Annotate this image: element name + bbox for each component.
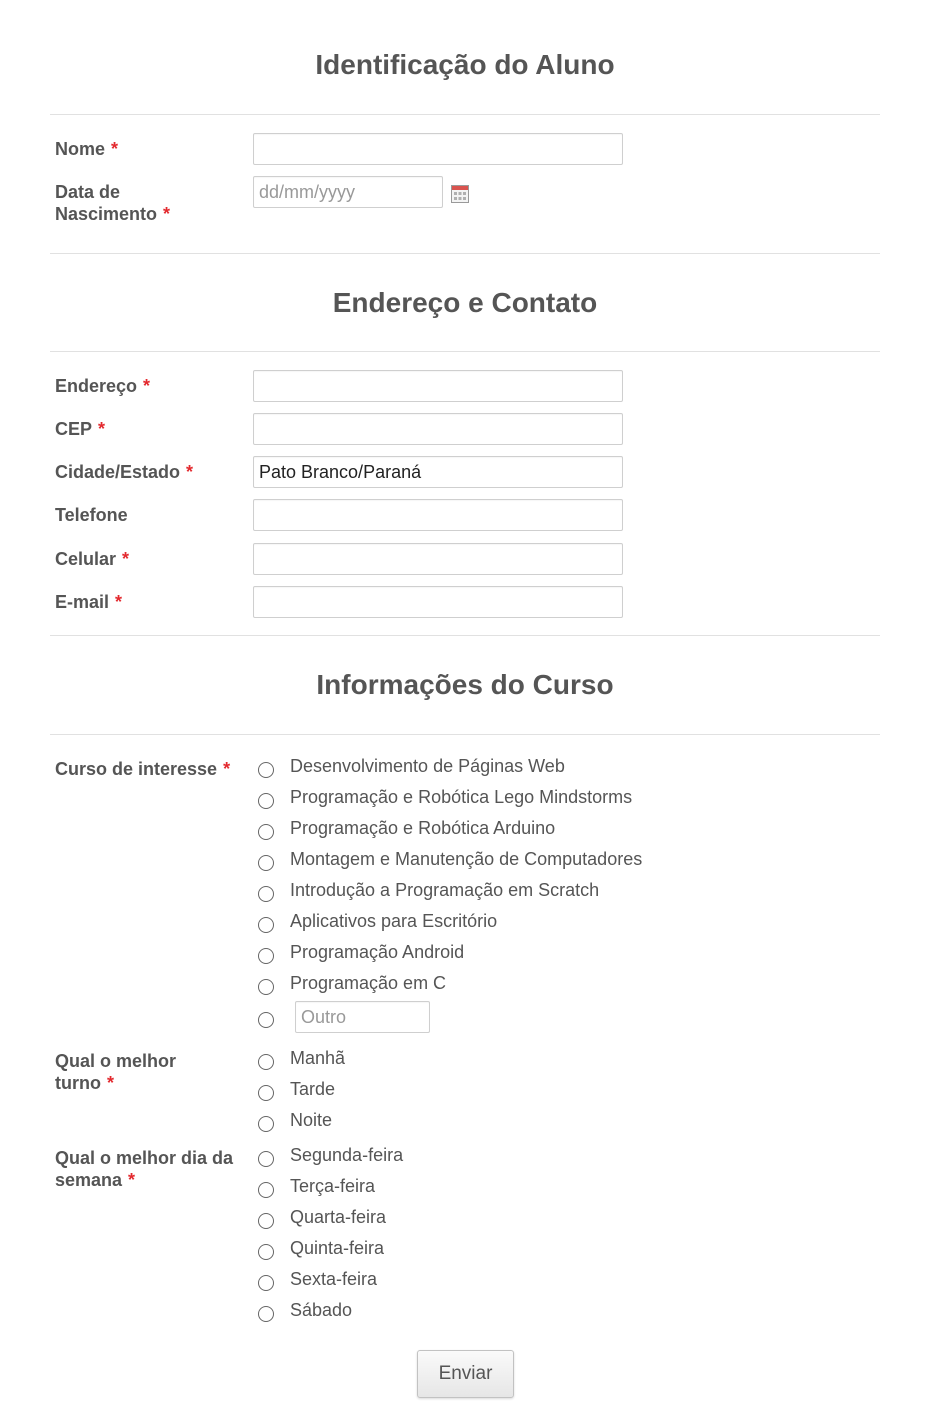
turno-option-label: Noite bbox=[290, 1109, 333, 1130]
dia-option[interactable] bbox=[258, 1232, 384, 1263]
required-mark: * bbox=[111, 139, 119, 159]
section-divider bbox=[50, 351, 880, 352]
radio-button[interactable] bbox=[258, 917, 274, 933]
dia-option-label: Segunda-feira bbox=[290, 1144, 404, 1165]
dia-option-label: Terça-feira bbox=[290, 1175, 376, 1196]
radio-button[interactable] bbox=[258, 979, 274, 995]
dia-option-label: Quinta-feira bbox=[290, 1237, 385, 1258]
endereco-label: Endereço * bbox=[55, 376, 151, 396]
celular-label: Celular * bbox=[55, 549, 130, 569]
section-divider bbox=[50, 734, 880, 735]
celular-input[interactable] bbox=[253, 543, 623, 575]
radio-button[interactable] bbox=[258, 1244, 274, 1260]
radio-button[interactable] bbox=[258, 886, 274, 902]
cep-label: CEP * bbox=[55, 419, 106, 439]
endereco-input[interactable] bbox=[253, 370, 623, 402]
section-divider bbox=[50, 114, 880, 115]
required-mark: * bbox=[143, 376, 151, 396]
radio-button[interactable] bbox=[258, 948, 274, 964]
section-title-curso: Informações do Curso bbox=[316, 669, 614, 700]
turno-label: Qual o melhor turno * bbox=[55, 1051, 177, 1093]
dia-label: Qual o melhor dia da semana * bbox=[55, 1148, 234, 1190]
curso-option[interactable] bbox=[258, 936, 464, 967]
radio-button[interactable] bbox=[258, 1275, 274, 1291]
curso-option[interactable] bbox=[258, 967, 446, 998]
curso-option-label: Programação Android bbox=[290, 941, 465, 962]
curso-option-label: Programação em C bbox=[290, 972, 447, 993]
radio-button[interactable] bbox=[258, 1054, 274, 1070]
radio-button[interactable] bbox=[258, 1213, 274, 1229]
email-label: E-mail * bbox=[55, 592, 123, 612]
turno-option-label: Tarde bbox=[290, 1078, 336, 1099]
required-mark: * bbox=[128, 1170, 136, 1190]
dia-option-label: Sábado bbox=[290, 1299, 353, 1320]
radio-button[interactable] bbox=[258, 1116, 274, 1132]
turno-option[interactable] bbox=[258, 1042, 345, 1073]
curso-option-label: Programação e Robótica Lego Mindstorms bbox=[290, 786, 633, 807]
dia-option[interactable] bbox=[258, 1263, 377, 1294]
required-mark: * bbox=[106, 1073, 114, 1093]
nome-label: Nome * bbox=[55, 139, 119, 159]
turno-option-label: Manhã bbox=[290, 1047, 346, 1068]
cep-input[interactable] bbox=[253, 413, 623, 445]
data-nascimento-input[interactable] bbox=[253, 176, 443, 208]
curso-option[interactable] bbox=[258, 750, 565, 781]
curso-option[interactable] bbox=[258, 781, 632, 812]
radio-button[interactable] bbox=[258, 824, 274, 840]
required-mark: * bbox=[186, 462, 194, 482]
cidade-estado-label: Cidade/Estado * bbox=[55, 462, 194, 482]
radio-button[interactable] bbox=[258, 793, 274, 809]
section-divider bbox=[50, 253, 880, 254]
dia-option[interactable] bbox=[258, 1294, 352, 1325]
curso-option-label: Montagem e Manutenção de Computadores bbox=[290, 848, 643, 869]
radio-button[interactable] bbox=[258, 762, 274, 778]
radio-button[interactable] bbox=[258, 1182, 274, 1198]
required-mark: * bbox=[98, 419, 106, 439]
required-mark: * bbox=[115, 592, 123, 612]
dia-option[interactable] bbox=[258, 1170, 375, 1201]
data-nascimento-label: Data de Nascimento * bbox=[55, 182, 171, 224]
curso-option[interactable] bbox=[258, 843, 642, 874]
section-divider bbox=[50, 635, 880, 636]
telefone-label: Telefone bbox=[55, 505, 128, 525]
curso-option[interactable] bbox=[258, 905, 497, 936]
curso-option-label: Programação e Robótica Arduino bbox=[290, 817, 556, 838]
email-input[interactable] bbox=[253, 586, 623, 618]
radio-button[interactable] bbox=[258, 1012, 274, 1028]
radio-button[interactable] bbox=[258, 1085, 274, 1101]
dia-option-label: Sexta-feira bbox=[290, 1268, 378, 1289]
dia-option[interactable] bbox=[258, 1201, 386, 1232]
curso-option-label: Introdução a Programação em Scratch bbox=[290, 879, 600, 900]
telefone-input[interactable] bbox=[253, 499, 623, 531]
radio-button[interactable] bbox=[258, 1306, 274, 1322]
curso-option[interactable] bbox=[258, 874, 599, 905]
dia-option[interactable] bbox=[258, 1139, 403, 1170]
required-mark: * bbox=[163, 204, 171, 224]
curso-outro-input[interactable] bbox=[295, 1001, 430, 1033]
required-mark: * bbox=[122, 549, 130, 569]
section-title-identificacao: Identificação do Aluno bbox=[315, 49, 615, 80]
curso-option-outro[interactable] bbox=[258, 1000, 274, 1031]
curso-option-label: Aplicativos para Escritório bbox=[290, 910, 498, 931]
curso-option[interactable] bbox=[258, 812, 555, 843]
calendar-icon[interactable] bbox=[451, 185, 469, 203]
submit-button[interactable]: Enviar bbox=[417, 1350, 514, 1398]
required-mark: * bbox=[223, 759, 231, 779]
curso-label: Curso de interesse * bbox=[55, 759, 231, 779]
section-title-endereco: Endereço e Contato bbox=[332, 287, 598, 318]
turno-option[interactable] bbox=[258, 1104, 332, 1135]
nome-input[interactable] bbox=[253, 133, 623, 165]
dia-option-label: Quarta-feira bbox=[290, 1206, 387, 1227]
cidade-estado-input[interactable] bbox=[253, 456, 623, 488]
radio-button[interactable] bbox=[258, 855, 274, 871]
radio-button[interactable] bbox=[258, 1151, 274, 1167]
curso-option-label: Desenvolvimento de Páginas Web bbox=[290, 755, 565, 776]
turno-option[interactable] bbox=[258, 1073, 335, 1104]
